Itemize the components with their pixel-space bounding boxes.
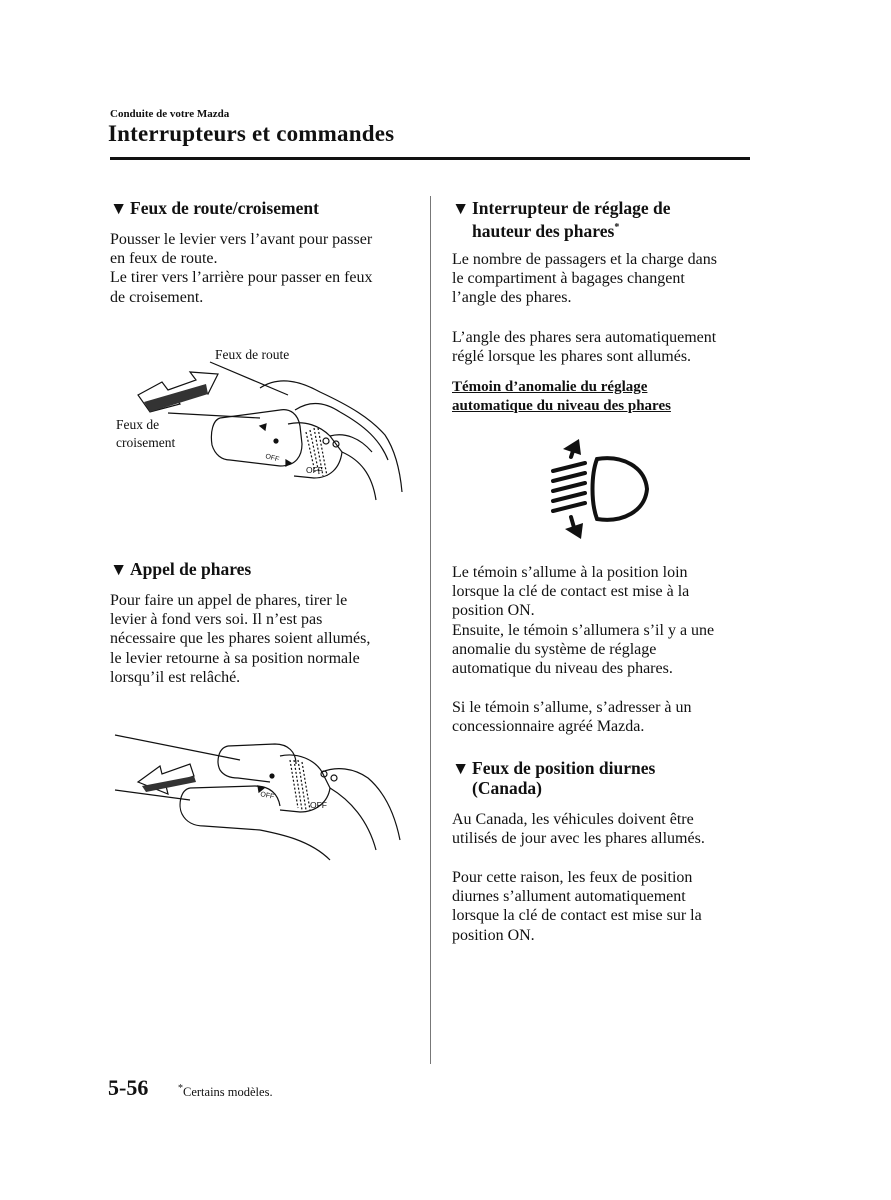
column-divider (430, 196, 431, 1064)
paragraph-drl-2: Pour cette raison, les feux de position diurnes s’allument automatiquement lorsque la clé de contact est mise sur la position ON. (452, 869, 702, 944)
lever-pull-figure (110, 730, 420, 880)
heading-headlight-flasher: ▼ Appel de phares (110, 559, 252, 579)
heading-high-low-beam: ▼ Feux de route/croisement (110, 198, 319, 218)
off-label-1: OFF (264, 453, 280, 464)
leader-line-low (168, 413, 260, 418)
heading-daytime-running-lights: ▼ Feux de position diurnes (Canada) (452, 758, 656, 798)
page-title: Interrupteurs et commandes (108, 121, 395, 146)
triangle-bullet-icon: ▼ (452, 198, 470, 218)
paragraph-high-low-beam: Pousser le levier vers l’avant pour passer en feux de route. Le tirer vers l’arrière pour passer en feux de croisement. (110, 231, 373, 306)
label-low-beam-line1: Feux de (116, 417, 160, 432)
off-label-2: OFF (310, 800, 327, 810)
leader-line-top (115, 735, 240, 760)
triangle-bullet-icon: ▼ (110, 559, 128, 579)
label-low-beam-line2: croisement (116, 435, 176, 450)
off-label-1: OFF (259, 791, 275, 801)
lever-push-pull-figure (110, 340, 420, 510)
leader-line-high (210, 362, 288, 395)
triangle-bullet-icon: ▼ (452, 758, 470, 778)
heading-headlight-leveling: ▼ Interrupteur de réglage de hauteur des phares* (452, 198, 671, 241)
footnote-star: * (614, 222, 620, 233)
paragraph-drl-1: Au Canada, les véhicules doivent être utilisés de jour avec les phares allumés. (452, 811, 705, 848)
label-high-beam: Feux de route (215, 347, 290, 362)
footnote: *Certains modèles. (178, 1083, 273, 1100)
off-label-2: OFF (306, 465, 323, 475)
paragraph-leveling-2: L’angle des phares sera automatiquement réglé lorsque les phares sont allumés. (452, 329, 717, 366)
leader-line-bottom (115, 790, 190, 800)
header-rule (110, 157, 750, 160)
paragraph-leveling-1: Le nombre de passagers et la charge dans le compartiment à bagages changent l’angle des phares. (452, 251, 717, 307)
subheading-warning-light: Témoin d’anomalie du réglage automatique du niveau des phares (452, 379, 671, 414)
footnote-star: * (178, 1083, 183, 1094)
paragraph-leveling-4: Si le témoin s’allume, s’adresser à un concessionnaire agréé Mazda. (452, 699, 692, 736)
triangle-bullet-icon: ▼ (110, 198, 128, 218)
headlight-leveling-warning-icon (545, 437, 655, 542)
page-number: 5-56 (108, 1075, 149, 1100)
paragraph-headlight-flasher: Pour faire un appel de phares, tirer le levier à fond vers soi. Il n’est pas nécessaire que les phares soient allumés, le levier retourne à sa position normale lorsqu’il est relâché. (110, 592, 371, 686)
paragraph-leveling-3: Le témoin s’allume à la position loin lorsque la clé de contact est mise à la position ON. Ensuite, le témoin s’allumera s’il y a une anomalie du système de réglage automatique du niveau des phares. (452, 564, 715, 678)
section-kicker: Conduite de votre Mazda (110, 108, 230, 120)
